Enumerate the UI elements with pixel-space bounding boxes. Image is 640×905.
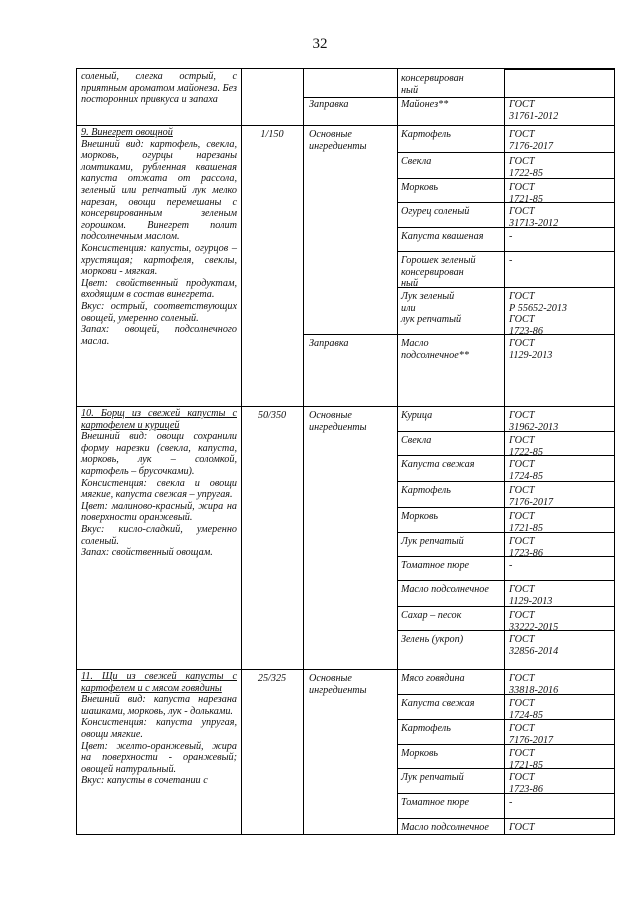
ingredient-group-label: Основные ингредиенты bbox=[309, 129, 367, 152]
ingredient-name: Майонез** bbox=[401, 99, 449, 110]
ingredient-name: Капуста свежая bbox=[401, 698, 475, 709]
row-divider bbox=[397, 719, 614, 720]
row-divider bbox=[397, 227, 614, 228]
gost-standard: - bbox=[509, 255, 513, 266]
row-divider bbox=[303, 97, 614, 98]
row-divider bbox=[397, 793, 614, 794]
dish-characteristics: Внешний вид: картофель, свекла, морковь, огурцы нарезаны ломтиками, рубленная квашеная капуста отжата от рассола, зеленый или репчатый лук мелко нарезан, овощи перемешаны с консервированным зеленым горошком. Винегрет полит подсолнечным маслом. Консистенция: капусты, огурцов – хрустящая; картофеля, свеклы, моркови - мягкая. Цвет: свойственный продуктам, входящим в состав винегрета. Вкус: острый, соответствующих овощей, умеренно соленый. Запах: овощей, подсолнечного масла. bbox=[81, 138, 237, 347]
ingredient-name: Томатное пюре bbox=[401, 797, 470, 808]
gost-standard: - bbox=[509, 231, 513, 242]
ingredient-name: Зелень (укроп) bbox=[401, 634, 464, 645]
row-divider bbox=[77, 669, 614, 670]
ingredient-name: Капуста свежая bbox=[401, 459, 475, 470]
gost-standard: ГОСТ 1724-85 bbox=[509, 698, 543, 721]
row-divider bbox=[397, 251, 614, 252]
ingredient-name: Сахар – песок bbox=[401, 610, 462, 621]
ingredient-name: Картофель bbox=[401, 485, 451, 496]
portion-size: 1/150 bbox=[260, 129, 284, 140]
row-divider bbox=[397, 178, 614, 179]
ingredient-name: Лук зеленый или лук репчатый bbox=[401, 291, 462, 326]
ingredient-name: Картофель bbox=[401, 129, 451, 140]
ingredient-name: Томатное пюре bbox=[401, 560, 470, 571]
row-divider bbox=[397, 152, 614, 153]
row-divider bbox=[77, 406, 614, 407]
gost-standard: ГОСТ Р 55652-2013 ГОСТ 1723-86 bbox=[509, 291, 568, 337]
row-divider bbox=[397, 556, 614, 557]
gost-standard: - bbox=[509, 797, 513, 808]
ingredient-name: Масло подсолнечное bbox=[401, 584, 489, 595]
gost-standard: ГОСТ 1723-86 bbox=[509, 772, 543, 795]
ingredient-name: Лук репчатый bbox=[401, 772, 464, 783]
gost-standard: ГОСТ 33818-2016 bbox=[509, 673, 559, 696]
row-divider bbox=[303, 334, 614, 335]
row-divider bbox=[397, 481, 614, 482]
gost-standard: ГОСТ 7176-2017 bbox=[509, 485, 554, 508]
gost-standard: ГОСТ bbox=[509, 822, 535, 833]
row-divider bbox=[397, 744, 614, 745]
ingredient-name: Морковь bbox=[401, 182, 439, 193]
row-divider bbox=[397, 606, 614, 607]
ingredient-group-label: Заправка bbox=[309, 99, 349, 110]
gost-standard: ГОСТ 1721-85 bbox=[509, 748, 543, 771]
dish-characteristics: Внешний вид: овощи сохранили форму нарезки (свекла, капуста, морковь, лук – соломкой, картофель – брусочками). Консистенция: свекла и овощи мягкие, капуста свежая – упругая. Цвет: малиново-красный, жира на поверхности оранжевый. Вкус: кисло-сладкий, умеренно соленый. Запах: свойственный овощам. bbox=[81, 431, 237, 559]
page-number: 32 bbox=[312, 36, 328, 52]
row-divider bbox=[397, 431, 614, 432]
column-divider bbox=[303, 69, 304, 834]
gost-standard: ГОСТ 1129-2013 bbox=[509, 338, 553, 361]
gost-standard: ГОСТ 7176-2017 bbox=[509, 723, 554, 746]
dish-description bbox=[81, 671, 237, 787]
dish-characteristics: Внешний вид: капуста нарезана шашками, морковь, лук - дольками. Консистенция: капуста упругая, овощи мягкие. Цвет: желто-оранжевый, жира на поверхности - оранжевый; овощей натуральный. Вкус: капусты в сочетании с bbox=[81, 694, 237, 787]
gost-standard: ГОСТ 1724-85 bbox=[509, 459, 543, 482]
row-divider bbox=[504, 69, 614, 70]
row-divider bbox=[397, 818, 614, 819]
ingredient-group-label: Основные ингредиенты bbox=[309, 410, 367, 433]
dish-title: 10. Борщ из свежей капусты с картофелем и курицей bbox=[81, 408, 237, 431]
gost-standard: ГОСТ 7176-2017 bbox=[509, 129, 554, 152]
gost-standard: ГОСТ 1721-85 bbox=[509, 182, 543, 205]
row-divider bbox=[397, 580, 614, 581]
dish-description bbox=[81, 408, 237, 559]
ingredient-name: Масло подсолнечное** bbox=[401, 338, 469, 361]
dish-title: 11. Щи из свежей капусты с картофелем и с мясом говядины bbox=[81, 671, 237, 694]
ingredient-name: консервирован ный bbox=[401, 73, 464, 96]
ingredient-group-label: Заправка bbox=[309, 338, 349, 349]
ingredient-name: Свекла bbox=[401, 156, 432, 167]
row-divider bbox=[397, 287, 614, 288]
ingredient-name: Масло подсолнечное bbox=[401, 822, 489, 833]
row-divider bbox=[397, 768, 614, 769]
row-divider bbox=[77, 125, 614, 126]
ingredient-name: Морковь bbox=[401, 748, 439, 759]
ingredient-name: Морковь bbox=[401, 511, 439, 522]
gost-standard: ГОСТ 33222-2015 bbox=[509, 610, 559, 633]
dish-description bbox=[81, 127, 237, 347]
gost-standard: ГОСТ 31962-2013 bbox=[509, 410, 559, 433]
ingredient-name: Курица bbox=[401, 410, 433, 421]
gost-standard: ГОСТ 1129-2013 bbox=[509, 584, 553, 607]
portion-size: 25/325 bbox=[257, 673, 287, 684]
row-divider bbox=[397, 694, 614, 695]
row-divider bbox=[397, 455, 614, 456]
ingredient-name: Лук репчатый bbox=[401, 536, 464, 547]
dish-title: 9. Винегрет овощной bbox=[81, 127, 173, 138]
ingredient-name: Картофель bbox=[401, 723, 451, 734]
gost-standard: ГОСТ 32856-2014 bbox=[509, 634, 559, 657]
gost-table bbox=[76, 68, 615, 835]
gost-standard: ГОСТ 31713-2012 bbox=[509, 206, 559, 229]
gost-standard: ГОСТ 1722-85 bbox=[509, 435, 543, 458]
gost-standard: ГОСТ 1723-86 bbox=[509, 536, 543, 559]
ingredient-group-label: Основные ингредиенты bbox=[309, 673, 367, 696]
ingredient-name: Горошек зеленый консервирован ный bbox=[401, 255, 476, 290]
gost-standard: ГОСТ 31761-2012 bbox=[509, 99, 559, 122]
ingredient-name: Свекла bbox=[401, 435, 432, 446]
ingredient-name: Капуста квашеная bbox=[401, 231, 484, 242]
portion-size: 50/350 bbox=[257, 410, 287, 421]
column-divider bbox=[241, 69, 242, 834]
gost-standard: - bbox=[509, 560, 513, 571]
gost-standard: ГОСТ 1721-85 bbox=[509, 511, 543, 534]
row-divider bbox=[397, 507, 614, 508]
ingredient-name: Огурец соленый bbox=[401, 206, 470, 217]
ingredient-name: Мясо говядина bbox=[401, 673, 465, 684]
gost-standard: ГОСТ 1722-85 bbox=[509, 156, 543, 179]
row-divider bbox=[397, 532, 614, 533]
row-divider bbox=[397, 630, 614, 631]
continuation-description: соленый, слегка острый, с приятным ароматом майонеза. Без посторонних привкуса и запаха bbox=[81, 71, 237, 106]
row-divider bbox=[397, 202, 614, 203]
